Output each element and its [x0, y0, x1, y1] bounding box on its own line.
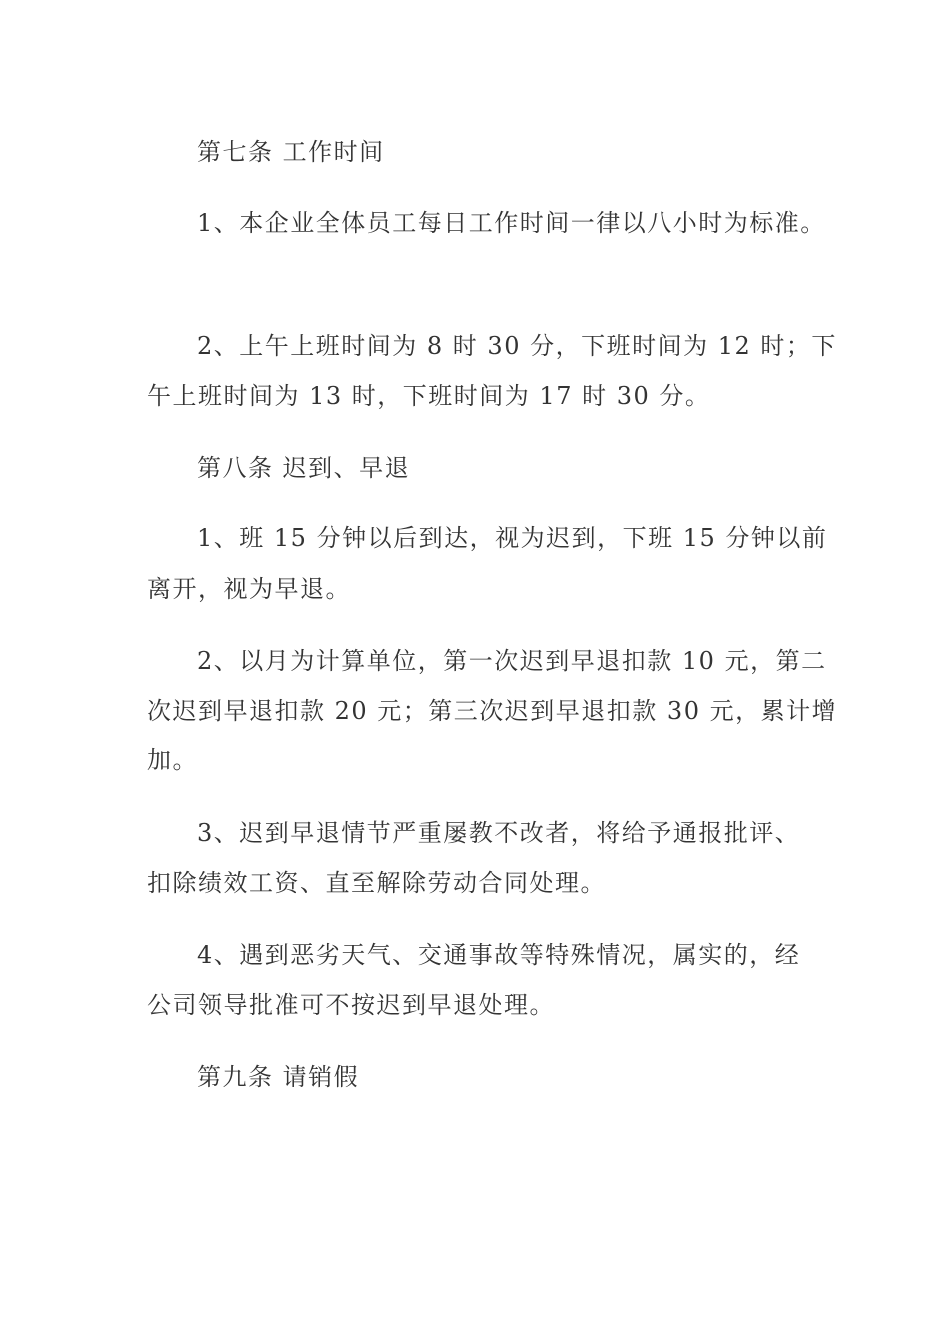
article8-heading: 第八条 迟到、早退 — [197, 454, 411, 482]
article8-item4-line1: 4、遇到恶劣天气、交通事故等特殊情况，属实的，经 — [197, 941, 801, 969]
article8-item2-line2: 次迟到早退扣款 20 元；第三次迟到早退扣款 30 元，累计增 — [147, 697, 838, 725]
article7-item2-line1: 2、上午上班时间为 8 时 30 分，下班时间为 12 时；下 — [197, 332, 837, 360]
article8-item4-line2: 公司领导批准可不按迟到早退处理。 — [147, 991, 555, 1019]
article8-item2-line1: 2、以月为计算单位，第一次迟到早退扣款 10 元，第二 — [197, 647, 827, 675]
article7-heading: 第七条 工作时间 — [197, 138, 385, 166]
article7-item2-line2: 午上班时间为 13 时，下班时间为 17 时 30 分。 — [147, 382, 711, 410]
article8-item2-line3: 加。 — [147, 746, 198, 774]
article8-item3-line2: 扣除绩效工资、直至解除劳动合同处理。 — [147, 869, 606, 897]
article8-item1-line2: 离开，视为早退。 — [147, 575, 351, 603]
article8-item3-line1: 3、迟到早退情节严重屡教不改者，将给予通报批评、 — [197, 819, 801, 847]
article7-item1: 1、本企业全体员工每日工作时间一律以八小时为标准。 — [197, 209, 826, 237]
article8-item1-line1: 1、班 15 分钟以后到达，视为迟到，下班 15 分钟以前 — [197, 524, 828, 552]
article9-heading: 第九条 请销假 — [197, 1063, 360, 1091]
